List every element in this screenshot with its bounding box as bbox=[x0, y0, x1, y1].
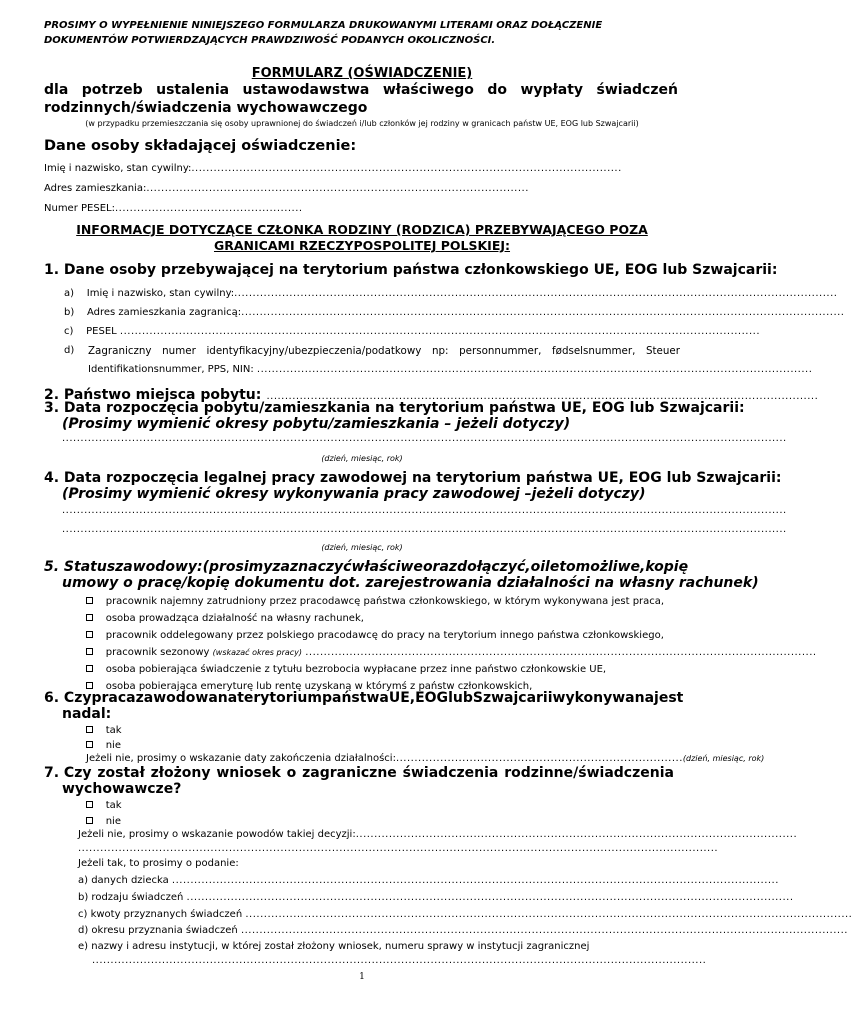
fill-dots: .................................................................................................................................................................... bbox=[241, 307, 845, 318]
section-1-heading: 1. Dane osoby przebywającej na terytorium państwa członkowskiego UE, EOG lub Szwajcarii: bbox=[44, 262, 778, 278]
s4-caption: (dzień, miesiąc, rok) bbox=[321, 543, 403, 552]
s7-heading-word: o bbox=[286, 765, 297, 781]
section-3-heading: 3. Data rozpoczęcia pobytu/zamieszkania na terytorium państwa UE, EOG lub Szwajcarii: bbox=[44, 400, 745, 416]
subtitle-line-2: rodzinnych/świadczenia wychowawczego bbox=[44, 100, 368, 116]
s7-reason-field-2[interactable]: .............................................................................................................................................................................. bbox=[78, 843, 719, 854]
fill-dots: ........................................................................................................................ bbox=[355, 829, 798, 840]
s5-option-label: osoba pobierająca emeryturę lub rentę uzyskaną w którymś z państw członkowskich, bbox=[105, 681, 533, 692]
s5-heading-word: ile bbox=[540, 559, 560, 575]
s1-d-word: identyfikacyjny/ubezpieczenia/podatkowy bbox=[206, 345, 422, 357]
s7-item-label: c) kwoty przyznanych świadczeń bbox=[78, 909, 243, 920]
s5-heading-word: zawodowy: bbox=[115, 559, 203, 575]
s5-heading-word: kopię bbox=[645, 559, 689, 575]
checkbox-icon[interactable] bbox=[86, 801, 93, 808]
s6-heading-word: zawodowa bbox=[135, 690, 218, 706]
subtitle-word: do bbox=[487, 82, 508, 98]
s6-heading-word: jest bbox=[654, 690, 684, 706]
s1-d-word: personnummer, bbox=[459, 345, 542, 357]
s7-heading-word: zagraniczne bbox=[302, 765, 397, 781]
subtitle-word: wypłaty bbox=[520, 82, 584, 98]
s1-d-field[interactable] bbox=[88, 364, 813, 375]
section-5-heading bbox=[44, 559, 689, 575]
s6-option-yes[interactable] bbox=[86, 725, 122, 736]
s1-b-field[interactable] bbox=[64, 307, 845, 318]
s7-item-c[interactable] bbox=[78, 909, 852, 920]
s7-heading-word: świadczenia bbox=[402, 765, 499, 781]
s1-d-word: numer bbox=[162, 345, 196, 357]
s6-no-label: nie bbox=[105, 740, 121, 751]
s5-heading-word: oraz bbox=[422, 559, 458, 575]
s5-option-label: pracownik najemny zatrudniony przez pracodawcę państwa członkowskiego, w którym wykonywana jest praca, bbox=[105, 596, 665, 607]
s3-date-field[interactable]: ..................................................................................................................................................................................................... bbox=[62, 433, 787, 444]
section-6-heading-line-2: nadal: bbox=[62, 706, 112, 722]
fill-dots: ....................................................................................................................................................... bbox=[256, 364, 813, 375]
s6-heading-word: EOG bbox=[415, 690, 449, 706]
s6-heading-word: wykonywana bbox=[552, 690, 655, 706]
s1-d-marker: d) bbox=[64, 345, 75, 356]
checkbox-icon[interactable] bbox=[86, 682, 93, 689]
s7-item-e-field[interactable]: ....................................................................................................................................................................... bbox=[92, 955, 707, 966]
checkbox-icon[interactable] bbox=[86, 741, 93, 748]
fill-dots: ..................................................................................................................................................................... bbox=[245, 909, 852, 920]
subtitle-word: potrzeb bbox=[81, 82, 143, 98]
s5-heading-word: właściwe bbox=[351, 559, 423, 575]
s1-a-marker: a) bbox=[64, 288, 75, 299]
s7-no-label: nie bbox=[105, 816, 121, 827]
fill-dots: ........................................................................................................................................... bbox=[305, 647, 817, 658]
s7-option-yes[interactable] bbox=[86, 800, 122, 811]
subtitle-word: świadczeń bbox=[596, 82, 678, 98]
s6-option-no[interactable] bbox=[86, 740, 121, 751]
s7-item-e: e) nazwy i adresu instytucji, w której został złożony wniosek, numeru sprawy w instytucji zagranicznej bbox=[78, 941, 590, 952]
declarant-address-label: Adres zamieszkania: bbox=[44, 183, 147, 194]
s7-item-label: b) rodzaju świadczeń bbox=[78, 892, 184, 903]
s5-option-label: pracownik sezonowy bbox=[105, 647, 210, 658]
s6-followup-label: Jeżeli nie, prosimy o wskazanie daty zakończenia działalności: bbox=[86, 753, 396, 764]
section-7-heading bbox=[44, 765, 674, 781]
declarant-heading: Dane osoby składającej oświadczenie: bbox=[44, 138, 357, 154]
s5-seasonal-note: (wskazać okres pracy) bbox=[212, 648, 303, 657]
fill-dots: .................................................................................................................................................................... bbox=[234, 288, 838, 299]
s5-option-label: pracownik oddelegowany przez polskiego pracodawcę do pracy na terytorium innego państwa członkowskiego, bbox=[105, 630, 664, 641]
s6-yes-label: tak bbox=[105, 725, 122, 736]
section-3-note: (Prosimy wymienić okresy pobytu/zamieszkania – jeżeli dotyczy) bbox=[62, 416, 571, 432]
s1-d-label-line-2: Identifikationsnummer, PPS, NIN: bbox=[88, 364, 254, 375]
fill-dots: .............................................................................................................................................................................. bbox=[119, 326, 761, 337]
s1-a-field[interactable] bbox=[64, 288, 838, 299]
header-line-1: PROSIMY O WYPEŁNIENIE NINIEJSZEGO FORMULARZA DRUKOWANYMI LITERAMI ORAZ DOŁĄCZENIE bbox=[44, 20, 603, 31]
section-4-note: (Prosimy wymienić okresy wykonywania pracy zawodowej –jeżeli dotyczy) bbox=[62, 486, 646, 502]
s6-heading-word: na bbox=[217, 690, 238, 706]
declarant-name-field[interactable] bbox=[44, 163, 622, 174]
s5-option-3[interactable] bbox=[86, 630, 664, 641]
s7-yes-label: tak bbox=[105, 800, 122, 811]
s4-date-field-2[interactable]: ..................................................................................................................................................................................................... bbox=[62, 524, 787, 535]
s5-heading-word: możliwe, bbox=[575, 559, 646, 575]
s1-c-marker: c) bbox=[64, 326, 74, 337]
s5-heading-word: zaznaczyć bbox=[272, 559, 352, 575]
header-line-2: DOKUMENTÓW POTWIERDZAJĄCYCH PRAWDZIWOŚĆ PODANYCH OKOLICZNOŚCI. bbox=[44, 35, 496, 46]
s5-option-4[interactable] bbox=[86, 647, 817, 658]
s6-heading-word: terytorium bbox=[237, 690, 322, 706]
s7-heading-word: wniosek bbox=[216, 765, 281, 781]
fill-dots: ..................................................................................................................................................................... bbox=[186, 892, 794, 903]
s7-option-no[interactable] bbox=[86, 816, 121, 827]
s7-item-label: a) danych dziecka bbox=[78, 875, 169, 886]
s7-item-d[interactable] bbox=[78, 925, 848, 936]
s6-heading-word: 6. Czy bbox=[44, 690, 92, 706]
fill-dots: ........................................................................................................ bbox=[146, 183, 529, 194]
subtitle-word: ustalenia bbox=[156, 82, 230, 98]
s1-d-word: fødselsnummer, bbox=[552, 345, 636, 357]
declarant-name-label: Imię i nazwisko, stan cywilny: bbox=[44, 163, 192, 174]
s7-item-a[interactable] bbox=[78, 875, 779, 886]
form-title: FORMULARZ (OŚWIADCZENIE) bbox=[251, 66, 473, 81]
s7-heading-word: rodzinne/świadczenia bbox=[504, 765, 674, 781]
s7-reason-field[interactable] bbox=[78, 829, 798, 840]
info-heading-line-2: GRANICAMI RZECZYPOSPOLITEJ POLSKIEJ: bbox=[213, 238, 511, 253]
checkbox-icon[interactable] bbox=[86, 614, 93, 621]
fill-dots: ..................................................................................................................................................................... bbox=[240, 925, 848, 936]
s5-heading-word: 5. Status bbox=[44, 559, 116, 575]
s6-heading-word: UE, bbox=[388, 690, 416, 706]
s5-option-label: osoba pobierająca świadczenie z tytułu bezrobocia wypłacane przez inne państwo członkowskie UE, bbox=[105, 664, 607, 675]
s5-heading-word: dołączyć, bbox=[457, 559, 531, 575]
section-5-heading-line-2: umowy o pracę/kopię dokumentu dot. zarejestrowania działalności na własny rachunek) bbox=[62, 575, 759, 591]
s1-d-word: np: bbox=[431, 345, 449, 357]
info-heading-line-1: INFORMACJE DOTYCZĄCE CZŁONKA RODZINY (RODZICA) PRZEBYWAJĄCEGO POZA bbox=[76, 222, 648, 237]
s5-heading-word: o bbox=[530, 559, 541, 575]
checkbox-icon[interactable] bbox=[86, 726, 93, 733]
subtitle-line-1 bbox=[44, 82, 678, 98]
s1-c-label: PESEL bbox=[86, 326, 117, 337]
checkbox-icon[interactable] bbox=[86, 817, 93, 824]
s6-end-date-field[interactable] bbox=[86, 753, 765, 764]
checkbox-icon[interactable] bbox=[86, 665, 93, 672]
fill-dots: ..................................................................................................................... bbox=[191, 163, 622, 174]
s5-option-1[interactable] bbox=[86, 596, 664, 607]
fill-dots: ................................................... bbox=[114, 203, 303, 214]
s6-heading-word: lub bbox=[448, 690, 473, 706]
s5-option-label: osoba prowadząca działalność na własny rachunek, bbox=[105, 613, 364, 624]
s5-option-5[interactable] bbox=[86, 664, 606, 675]
s7-heading-word: złożony bbox=[150, 765, 211, 781]
s7-heading-word: 7. Czy bbox=[44, 765, 92, 781]
fill-dots: .............................................................................. bbox=[395, 753, 683, 764]
s1-b-marker: b) bbox=[64, 307, 75, 318]
checkbox-icon[interactable] bbox=[86, 648, 93, 655]
checkbox-icon[interactable] bbox=[86, 597, 93, 604]
s1-d-word: Steuer bbox=[645, 345, 680, 357]
subtitle-note: (w przypadku przemieszczania się osoby uprawnionej do świadczeń i/lub członków jej rodziny w granicach państw UE, EOG lub Szwajcarii) bbox=[85, 119, 639, 128]
s5-option-2[interactable] bbox=[86, 613, 364, 624]
s7-item-b[interactable] bbox=[78, 892, 794, 903]
section-7-heading-line-2: wychowawcze? bbox=[62, 781, 182, 797]
subtitle-word: ustawodawstwa bbox=[242, 82, 370, 98]
s1-d-label bbox=[88, 345, 680, 357]
fill-dots: ...................................................................................................................................................... bbox=[266, 391, 819, 402]
s6-heading-word: Szwajcarii bbox=[472, 690, 553, 706]
s7-if-yes-label: Jeżeli tak, to prosimy o podanie: bbox=[78, 858, 239, 869]
s6-followup-caption: (dzień, miesiąc, rok) bbox=[682, 754, 765, 763]
s1-c-field[interactable] bbox=[64, 326, 761, 337]
s5-heading-word: to bbox=[559, 559, 576, 575]
s7-item-label: d) okresu przyznania świadczeń bbox=[78, 925, 238, 936]
page-number: 1 bbox=[359, 972, 365, 982]
subtitle-word: właściwego bbox=[382, 82, 474, 98]
s5-heading-word: (prosimy bbox=[202, 559, 273, 575]
declarant-address-field[interactable] bbox=[44, 183, 529, 194]
s1-a-label: Imię i nazwisko, stan cywilny: bbox=[86, 288, 235, 299]
s7-heading-word: został bbox=[97, 765, 145, 781]
s4-date-field-1[interactable]: ..................................................................................................................................................................................................... bbox=[62, 505, 787, 516]
fill-dots: ..................................................................................................................................................................... bbox=[171, 875, 779, 886]
s1-b-label: Adres zamieszkania zagranicą: bbox=[86, 307, 242, 318]
checkbox-icon[interactable] bbox=[86, 631, 93, 638]
s1-d-word: Zagraniczny bbox=[88, 345, 152, 357]
section-6-heading bbox=[44, 690, 684, 706]
s3-caption: (dzień, miesiąc, rok) bbox=[321, 454, 403, 463]
section-4-heading: 4. Data rozpoczęcia legalnej pracy zawodowej na terytorium państwa UE, EOG lub Szwajcarii: bbox=[44, 470, 782, 486]
s6-heading-word: państwa bbox=[322, 690, 389, 706]
declarant-pesel-label: Numer PESEL: bbox=[44, 203, 115, 214]
declarant-pesel-field[interactable] bbox=[44, 203, 303, 214]
s7-if-no-label: Jeżeli nie, prosimy o wskazanie powodów takiej decyzji: bbox=[78, 829, 356, 840]
subtitle-word: dla bbox=[44, 82, 69, 98]
s6-heading-word: praca bbox=[91, 690, 136, 706]
section-2-heading: 2. Państwo miejsca pobytu: bbox=[44, 387, 262, 403]
